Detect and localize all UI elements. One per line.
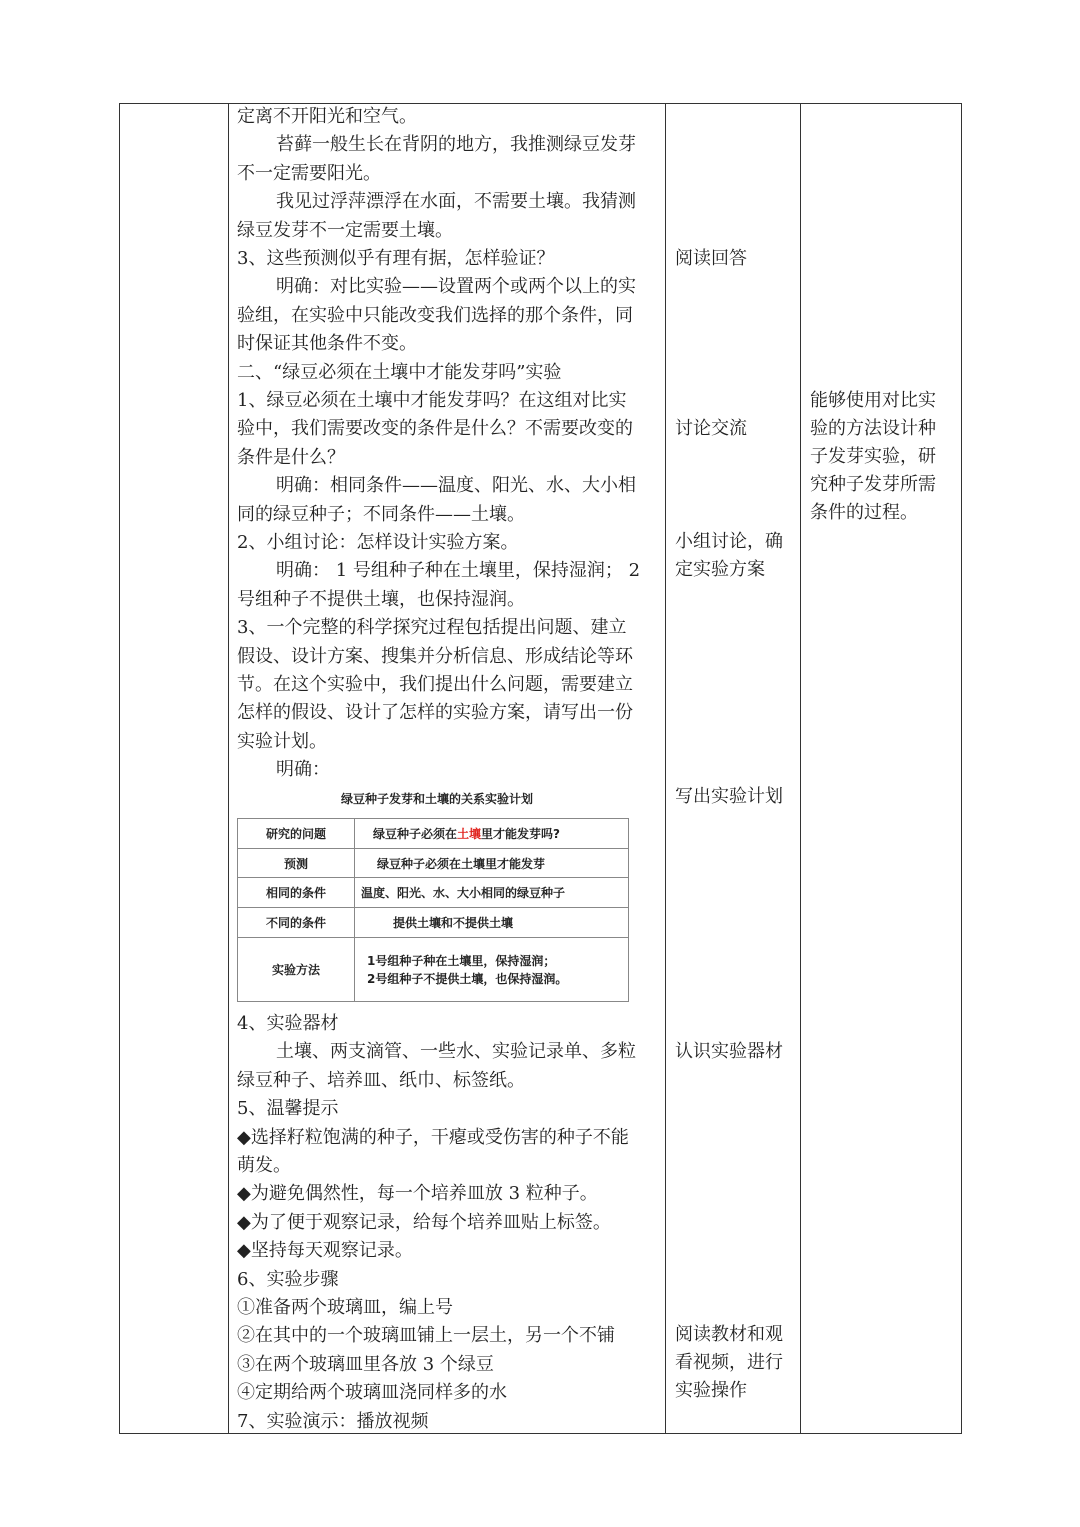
content-line: 7、实验演示：播放视频 (237, 1410, 429, 1432)
activity-write-plan: 写出实验计划 (675, 786, 783, 807)
plan-row-prediction (238, 849, 629, 878)
plan-value: 温度、阳光、水、大小相同的绿豆种子 (355, 878, 629, 908)
content-line: 怎样的假设、设计了怎样的实验方案，请写出一份 (237, 702, 633, 724)
content-line: 我见过浮萍漂浮在水面，不需要土壤。我猜测 (276, 191, 636, 213)
plan-row-method (238, 938, 629, 1002)
intent-line-4: 究种子发芽所需 (810, 474, 936, 495)
content-line: 绿豆种子、培养皿、纸巾、标签纸。 (237, 1069, 525, 1091)
content-line: ②在其中的一个玻璃皿铺上一层土，另一个不铺 (237, 1325, 615, 1347)
content-line: 2、小组讨论：怎样设计实验方案。 (237, 532, 519, 553)
content-line: 明确： 1 号组种子种在土壤里，保持湿润； 2 (276, 560, 641, 582)
plan-value: 绿豆种子必须在土壤里才能发芽 (355, 849, 629, 878)
activity-read-answer: 阅读回答 (675, 248, 747, 269)
plan-value: 1号组种子种在土壤里，保持湿润； 2号组种子不提供土壤，也保持湿润。 (355, 938, 629, 1002)
plan-title: 绿豆种子发芽和土壤的关系实验计划 (340, 792, 533, 806)
intent-line-2: 验的方法设计种 (810, 418, 936, 439)
plan-value: 提供土壤和不提供土壤 (355, 908, 629, 938)
activity-discuss: 讨论交流 (675, 418, 747, 439)
content-line: ①准备两个玻璃皿，编上号 (237, 1297, 453, 1318)
plan-label: 相同的条件 (238, 878, 355, 908)
table-column-design-intent (800, 103, 962, 1434)
content-line: 节。在这个实验中，我们提出什么问题，需要建立 (237, 674, 633, 695)
plan-table (237, 818, 629, 1002)
content-line: ◆坚持每天观察记录。 (237, 1240, 413, 1262)
content-line: 定离不开阳光和空气。 (237, 106, 417, 127)
activity-operate-1: 阅读教材和观 (675, 1324, 783, 1345)
content-line: 二、“绿豆必须在土壤中才能发芽吗”实验 (237, 361, 562, 383)
activity-operate-3: 实验操作 (675, 1380, 747, 1401)
content-line: 明确：相同条件——温度、阳光、水、大小相 (276, 475, 636, 497)
content-line: ◆为了便于观察记录，给每个培养皿贴上标签。 (237, 1211, 611, 1233)
content-line: 5、温馨提示 (237, 1098, 339, 1120)
content-line: 假设、设计方案、搜集并分析信息、形成结论等环 (237, 645, 633, 667)
content-line: ◆选择籽粒饱满的种子，干瘪或受伤害的种子不能 (237, 1126, 629, 1148)
content-line: 3、这些预测似乎有理有据，怎样验证？ (237, 248, 555, 269)
content-line: 条件是什么？ (237, 446, 345, 468)
content-line: 萌发。 (237, 1155, 291, 1176)
plan-label: 不同的条件 (238, 908, 355, 938)
content-line: 明确：对比实验——设置两个或两个以上的实 (276, 276, 636, 298)
content-line: 实验计划。 (237, 730, 327, 752)
content-line: 同的绿豆种子；不同条件——土壤。 (237, 503, 525, 525)
content-line: 1、绿豆必须在土壤中才能发芽吗？在这组对比实 (237, 390, 627, 411)
activity-group-discuss-2: 定实验方案 (675, 559, 765, 580)
content-line: ③在两个玻璃皿里各放 3 个绿豆 (237, 1353, 494, 1375)
content-line: 4、实验器材 (237, 1013, 339, 1034)
plan-label: 实验方法 (238, 938, 355, 1002)
content-line: 苔藓一般生长在背阴的地方，我推测绿豆发芽 (276, 134, 636, 156)
content-line: 验中，我们需要改变的条件是什么？不需要改变的 (237, 418, 633, 440)
table-column-student-activity (665, 103, 801, 1434)
content-line: 土壤、两支滴管、一些水、实验记录单、多粒 (276, 1041, 636, 1063)
activity-know-equipment: 认识实验器材 (675, 1041, 783, 1062)
activity-group-discuss-1: 小组讨论，确 (675, 531, 783, 552)
plan-label: 预测 (238, 849, 355, 878)
content-line: 不一定需要阳光。 (237, 162, 381, 184)
content-line: ④定期给两个玻璃皿浇同样多的水 (237, 1382, 507, 1404)
plan-row-question (238, 819, 629, 849)
content-line: 验组，在实验中只能改变我们选择的那个条件，同 (237, 304, 633, 326)
intent-line-5: 条件的过程。 (810, 502, 918, 523)
intent-line-3: 子发芽实验，研 (810, 446, 936, 467)
table-column-1 (119, 103, 229, 1434)
content-line: 明确： (276, 759, 330, 781)
plan-value: 绿豆种子必须在土壤里才能发芽吗? (355, 819, 629, 849)
content-line: 绿豆发芽不一定需要土壤。 (237, 219, 453, 241)
content-line: 时保证其他条件不变。 (237, 333, 417, 355)
content-line: 号组种子不提供土壤，也保持湿润。 (237, 588, 525, 610)
content-line: ◆为避免偶然性，每一个培养皿放 3 粒种子。 (237, 1183, 598, 1205)
activity-operate-2: 看视频，进行 (675, 1352, 783, 1373)
plan-label: 研究的问题 (238, 819, 355, 849)
plan-row-diff (238, 908, 629, 938)
content-line: 3、一个完整的科学探究过程包括提出问题、建立 (237, 617, 627, 639)
intent-line-1: 能够使用对比实 (810, 390, 936, 411)
plan-row-same (238, 878, 629, 908)
content-line: 6、实验步骤 (237, 1268, 339, 1290)
